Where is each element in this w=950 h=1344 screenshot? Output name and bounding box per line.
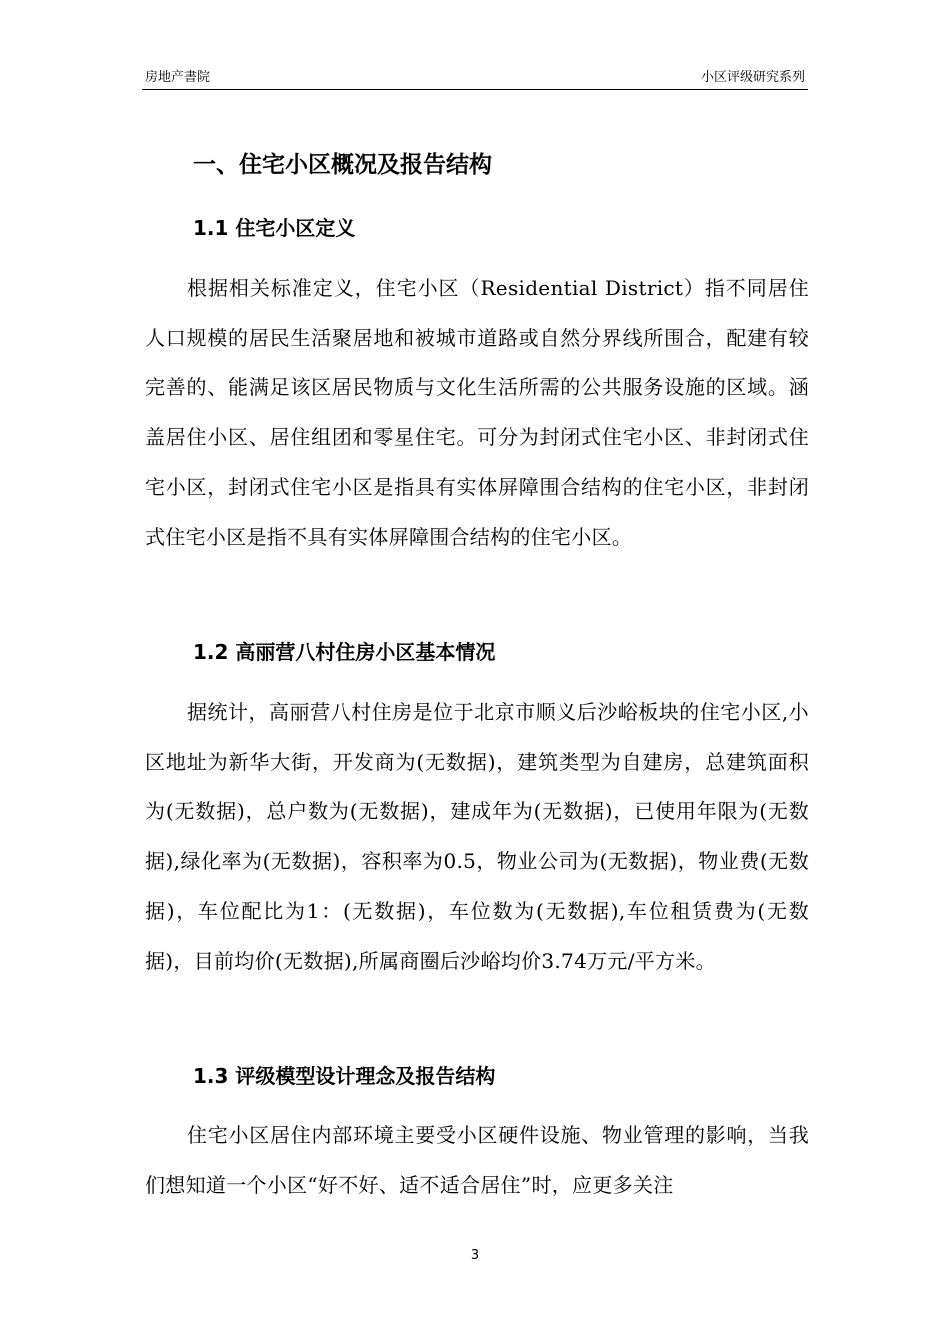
section-title: 一、住宅小区概况及报告结构 — [193, 152, 492, 178]
page-number: 3 — [470, 1248, 480, 1263]
header-series-title: 小区评级研究系列 — [700, 70, 805, 85]
header-divider — [142, 89, 808, 90]
paragraph-model-design: 住宅小区居住内部环境主要受小区硬件设施、物业管理的影响，当我们想知道一个小区“好不好、适不适合居住”时，应更多关注 — [145, 1123, 809, 1197]
paragraph-basic-info: 据统计，高丽营八村住房是位于北京市顺义后沙峪板块的住宅小区,小区地址为新华大街，开发商为(无数据)，建筑类型为自建房，总建筑面积为(无数据)，总户数为(无数据)，建成年为(无数据)，已使用年限为(无数据),绿化率为(无数据)，容积率为0.5，物业公司为(无数据)，物业费(无数据)，车位配比为1：(无数据)，车位数为(无数据),车位租赁费为(无数据)，目前均价(无数据),所属商圈后沙峪均价3.74万元/平方米。 — [145, 700, 809, 973]
subsection-title-1-2: 1.2 高丽营八村住房小区基本情况 — [193, 640, 496, 664]
header-publisher: 房地产書院 — [145, 70, 211, 85]
subsection-title-1-1: 1.1 住宅小区定义 — [193, 216, 356, 240]
paragraph-definition: 根据相关标准定义，住宅小区（Residential District）指不同居住人口规模的居民生活聚居地和被城市道路或自然分界线所围合，配建有较完善的、能满足该区居民物质与文化生活所需的公共服务设施的区域。涵盖居住小区、居住组团和零星住宅。可分为封闭式住宅小区、非封闭式住宅小区，封闭式住宅小区是指具有实体屏障围合结构的住宅小区，非封闭式住宅小区是指不具有实体屏障围合结构的住宅小区。 — [145, 276, 809, 549]
subsection-title-1-3: 1.3 评级模型设计理念及报告结构 — [193, 1064, 496, 1088]
page-header — [145, 66, 805, 88]
